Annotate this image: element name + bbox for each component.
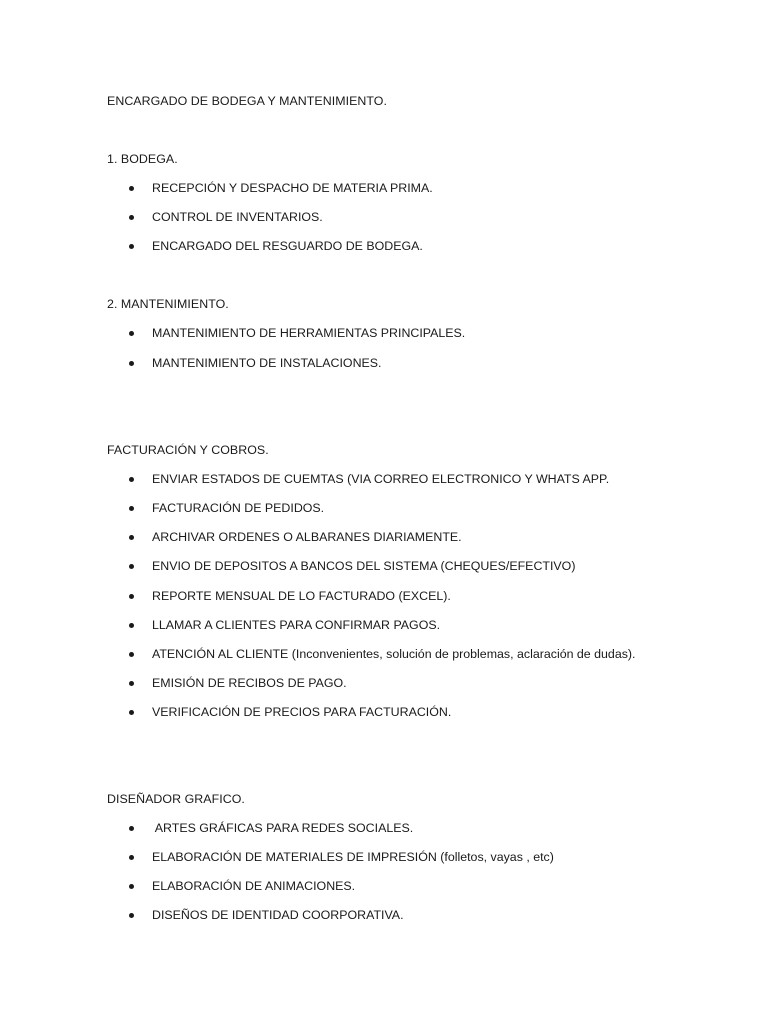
list-item-text: LLAMAR A CLIENTES PARA CONFIRMAR PAGOS.: [152, 618, 441, 632]
bullet-icon: [129, 331, 134, 336]
bullet-icon: [129, 623, 134, 628]
list-item-text: MANTENIMIENTO DE INSTALACIONES.: [152, 356, 382, 370]
list-item-text: ELABORACIÓN DE ANIMACIONES.: [152, 879, 356, 893]
bullet-icon: [129, 564, 134, 569]
list-item-text: DISEÑOS DE IDENTIDAD COORPORATIVA.: [152, 908, 404, 922]
bullet-icon: [129, 594, 134, 599]
list-item-text: ARTES GRÁFICAS PARA REDES SOCIALES.: [152, 821, 414, 835]
list-item-text: ENVIO DE DEPOSITOS A BANCOS DEL SISTEMA (CHEQUES/EFECTIVO): [152, 559, 576, 573]
list-item-text: ENVIAR ESTADOS DE CUEMTAS (VIA CORREO ELECTRONICO Y WHATS APP.: [152, 472, 610, 486]
bullet-icon: [129, 506, 134, 511]
list-item-text: REPORTE MENSUAL DE LO FACTURADO (EXCEL).: [152, 589, 451, 603]
bullet-icon: [129, 652, 134, 657]
bullet-icon: [129, 913, 134, 918]
list-item-text: ELABORACIÓN DE MATERIALES DE IMPRESIÓN (folletos, vayas , etc): [152, 850, 554, 864]
section-heading-mantenimiento: 2. MANTENIMIENTO.: [107, 297, 229, 311]
bullet-icon: [129, 361, 134, 366]
list-item-text: VERIFICACIÓN DE PRECIOS PARA FACTURACIÓN.: [152, 705, 452, 719]
section-heading-bodega: 1. BODEGA.: [107, 152, 178, 166]
bullet-icon: [129, 535, 134, 540]
bullet-icon: [129, 710, 134, 715]
bullet-icon: [129, 855, 134, 860]
document-title: ENCARGADO DE BODEGA Y MANTENIMIENTO.: [107, 94, 387, 108]
bullet-icon: [129, 244, 134, 249]
bullet-icon: [129, 215, 134, 220]
list-item-text: EMISIÓN DE RECIBOS DE PAGO.: [152, 676, 347, 690]
list-item-text: ENCARGADO DEL RESGUARDO DE BODEGA.: [152, 239, 423, 253]
bullet-icon: [129, 884, 134, 889]
bullet-icon: [129, 681, 134, 686]
list-item-text: MANTENIMIENTO DE HERRAMIENTAS PRINCIPALES.: [152, 326, 466, 340]
list-item-text: FACTURACIÓN DE PEDIDOS.: [152, 501, 325, 515]
section-heading-facturacion: FACTURACIÓN Y COBROS.: [107, 443, 269, 457]
list-item-text: RECEPCIÓN Y DESPACHO DE MATERIA PRIMA.: [152, 181, 433, 195]
list-item-text: CONTROL DE INVENTARIOS.: [152, 210, 323, 224]
list-item-text: ATENCIÓN AL CLIENTE (Inconvenientes, solución de problemas, aclaración de dudas).: [152, 647, 636, 661]
bullet-icon: [129, 186, 134, 191]
bullet-icon: [129, 826, 134, 831]
list-item-text: ARCHIVAR ORDENES O ALBARANES DIARIAMENTE.: [152, 530, 462, 544]
bullet-icon: [129, 477, 134, 482]
section-heading-disenador: DISEÑADOR GRAFICO.: [107, 792, 245, 806]
